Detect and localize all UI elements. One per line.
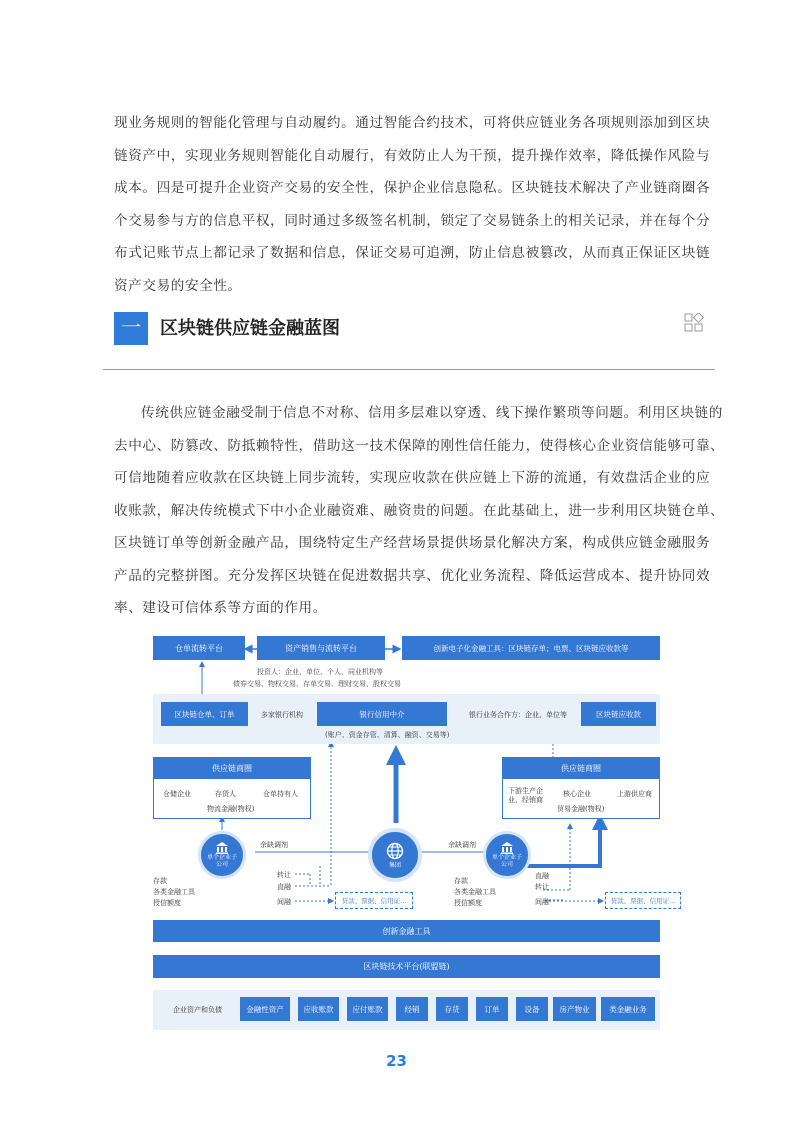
paragraph-line: 收账款，解决传统模式下中小企业融资难、融资贵的问题。在此基础上，进一步利用区块链仓单、 bbox=[114, 502, 725, 519]
right-company-label: 单个企业子公司 bbox=[491, 854, 522, 868]
paragraph-line: 区块链订单等创新金融产品，围绕特定生产经营场景提供场景化解决方案，构成供应链金融服务 bbox=[114, 535, 711, 551]
asset-item: 应付账款 bbox=[347, 997, 388, 1021]
group-label: 集团 bbox=[388, 861, 401, 869]
trade-types-label: 债券交易、物权交易、存单交易、理财交易、股权交易 bbox=[233, 680, 401, 688]
investors-label: 投资人：企业、单位、个人、同业机构等 bbox=[257, 668, 383, 676]
right-deposit-label: 存款 bbox=[454, 877, 468, 885]
bank-building-icon bbox=[500, 842, 514, 854]
section-number: 一 bbox=[114, 312, 148, 345]
depositor: 存货人 bbox=[215, 790, 236, 798]
bank-credit-intermediary-box: 银行信用中介 bbox=[317, 702, 447, 726]
left-loans-box: 贷款、票据、信用证... bbox=[335, 892, 413, 909]
paragraph-line: 布式记账节点上都记录了数据和信息，保证交易可追溯，防止信息被篡改，从而真正保证区块链 bbox=[114, 245, 711, 261]
right-direct-label: 直融 bbox=[535, 872, 549, 880]
right-loans-box: 贷款、票据、信用证... bbox=[605, 892, 681, 909]
asset-item: 订单 bbox=[476, 997, 508, 1021]
left-company-label: 单个企业子公司 bbox=[206, 854, 237, 868]
bank-building-icon bbox=[215, 842, 229, 854]
right-surplus-label: 余缺调剂 bbox=[448, 841, 476, 849]
paragraph-line: 成本。四是可提升企业资产交易的安全性，保护企业信息隐私。区块链技术解决了产业链商圈各 bbox=[114, 180, 711, 196]
left-direct-label: 直融 bbox=[277, 883, 291, 891]
paragraph-2 bbox=[114, 397, 725, 625]
right-transfer-label: 转让 bbox=[535, 883, 549, 891]
paragraph-line: 产品的完整拼图。充分发挥区块链在促进数据共享、优化业务流程、降低运营成本、提升协同效 bbox=[114, 567, 711, 584]
paragraph-1 bbox=[114, 107, 711, 302]
paragraph-line: 链资产中，实现业务规则智能化自动履行，有效防止人为干预，提升操作效率，降低操作风险与 bbox=[114, 147, 711, 164]
paragraph-line: 传统供应链金融受制于信息不对称、信用多层难以穿透、线下操作繁琐等问题。利用区块链的 bbox=[141, 405, 723, 421]
right-supply-chain-title: 供应链商圈 bbox=[502, 757, 660, 779]
warehouse-company: 仓储企业 bbox=[163, 790, 191, 798]
receipt-holder: 仓单持有人 bbox=[263, 790, 298, 798]
asset-item: 应收账款 bbox=[298, 997, 339, 1021]
paragraph-line: 现业务规则的智能化管理与自动履约。通过智能合约技术，可将供应链业务各项规则添加到区块 bbox=[114, 115, 711, 131]
downstream-producers: 下游生产企业、经销商 bbox=[508, 787, 543, 804]
innovative-finance-bar: 创新金融工具 bbox=[153, 920, 660, 942]
upstream-suppliers: 上游供应商 bbox=[617, 790, 652, 798]
right-instruments-label: 各类金融工具 bbox=[454, 888, 496, 896]
core-enterprise: 核心企业 bbox=[563, 790, 591, 798]
left-company-node bbox=[198, 831, 246, 879]
section-title: 区块链供应链金融蓝图 bbox=[160, 318, 340, 339]
paragraph-line: 可信地随着应收款在区块链上同步流转，实现应收款在供应链上下游的流通，有效盘活企业的应 bbox=[114, 470, 711, 486]
globe-icon bbox=[386, 842, 404, 860]
page-number: 23 bbox=[386, 1052, 407, 1070]
blueprint-diagram bbox=[145, 630, 676, 1030]
multi-bank-label: 多家银行机构 bbox=[261, 711, 303, 719]
blocks-icon bbox=[684, 313, 704, 337]
paragraph-line: 资产交易的安全性。 bbox=[114, 277, 242, 294]
asset-item: 房产物业 bbox=[553, 997, 596, 1021]
logistics-finance-label: 物流金融(物权) bbox=[207, 805, 255, 813]
innovative-tools-box: 创新电子化金融工具：区块链存单；电票、区块链应收款等 bbox=[402, 636, 660, 660]
left-indirect-label: 间融 bbox=[277, 898, 291, 906]
paragraph-line: 率、建设可信体系等方面的作用。 bbox=[114, 600, 327, 616]
asset-item: 经销 bbox=[396, 997, 428, 1021]
right-credit-label: 授信额度 bbox=[454, 899, 482, 907]
left-deposit-label: 存款 bbox=[153, 877, 167, 885]
left-credit-label: 授信额度 bbox=[153, 899, 181, 907]
blockchain-receivables-box: 区块链应收款 bbox=[581, 702, 656, 726]
asset-item: 存货 bbox=[436, 997, 468, 1021]
left-supply-chain-title: 供应链商圈 bbox=[153, 757, 311, 779]
group-node bbox=[368, 828, 422, 882]
assets-label: 企业资产和负债 bbox=[173, 1006, 222, 1014]
right-company-node bbox=[483, 831, 531, 879]
bank-services-label: (账户、资金存管、清算、融资、交易等) bbox=[325, 731, 450, 739]
left-transfer-label: 转让 bbox=[277, 871, 291, 879]
blockchain-platform-bar: 区块链技术平台(联盟链) bbox=[153, 955, 660, 978]
asset-item: 金融性资产 bbox=[240, 997, 290, 1021]
left-surplus-label: 余缺调剂 bbox=[260, 841, 288, 849]
asset-item: 设备 bbox=[516, 997, 548, 1021]
trade-finance-label: 贸易金融(物权) bbox=[557, 805, 605, 813]
asset-sales-platform: 资产销售与流转平台 bbox=[257, 636, 385, 660]
left-instruments-label: 各类金融工具 bbox=[153, 888, 195, 896]
blockchain-receipt-order-box: 区块链仓单、订单 bbox=[161, 702, 248, 726]
warehouse-receipt-platform: 仓单流转平台 bbox=[153, 636, 245, 660]
paragraph-line: 去中心、防篡改、防抵赖特性，借助这一技术保障的刚性信任能力，使得核心企业资信能够可靠、 bbox=[114, 437, 725, 454]
bank-partners-label: 银行业务合作方：企业、单位等 bbox=[469, 711, 567, 719]
asset-item: 类金融业务 bbox=[601, 997, 655, 1021]
paragraph-line: 个交易参与方的信息平权，同时通过多级签名机制，锁定了交易链条上的相关记录，并在每个分 bbox=[114, 212, 711, 229]
right-indirect-label: 间融 bbox=[535, 898, 549, 906]
section-divider bbox=[103, 369, 715, 370]
